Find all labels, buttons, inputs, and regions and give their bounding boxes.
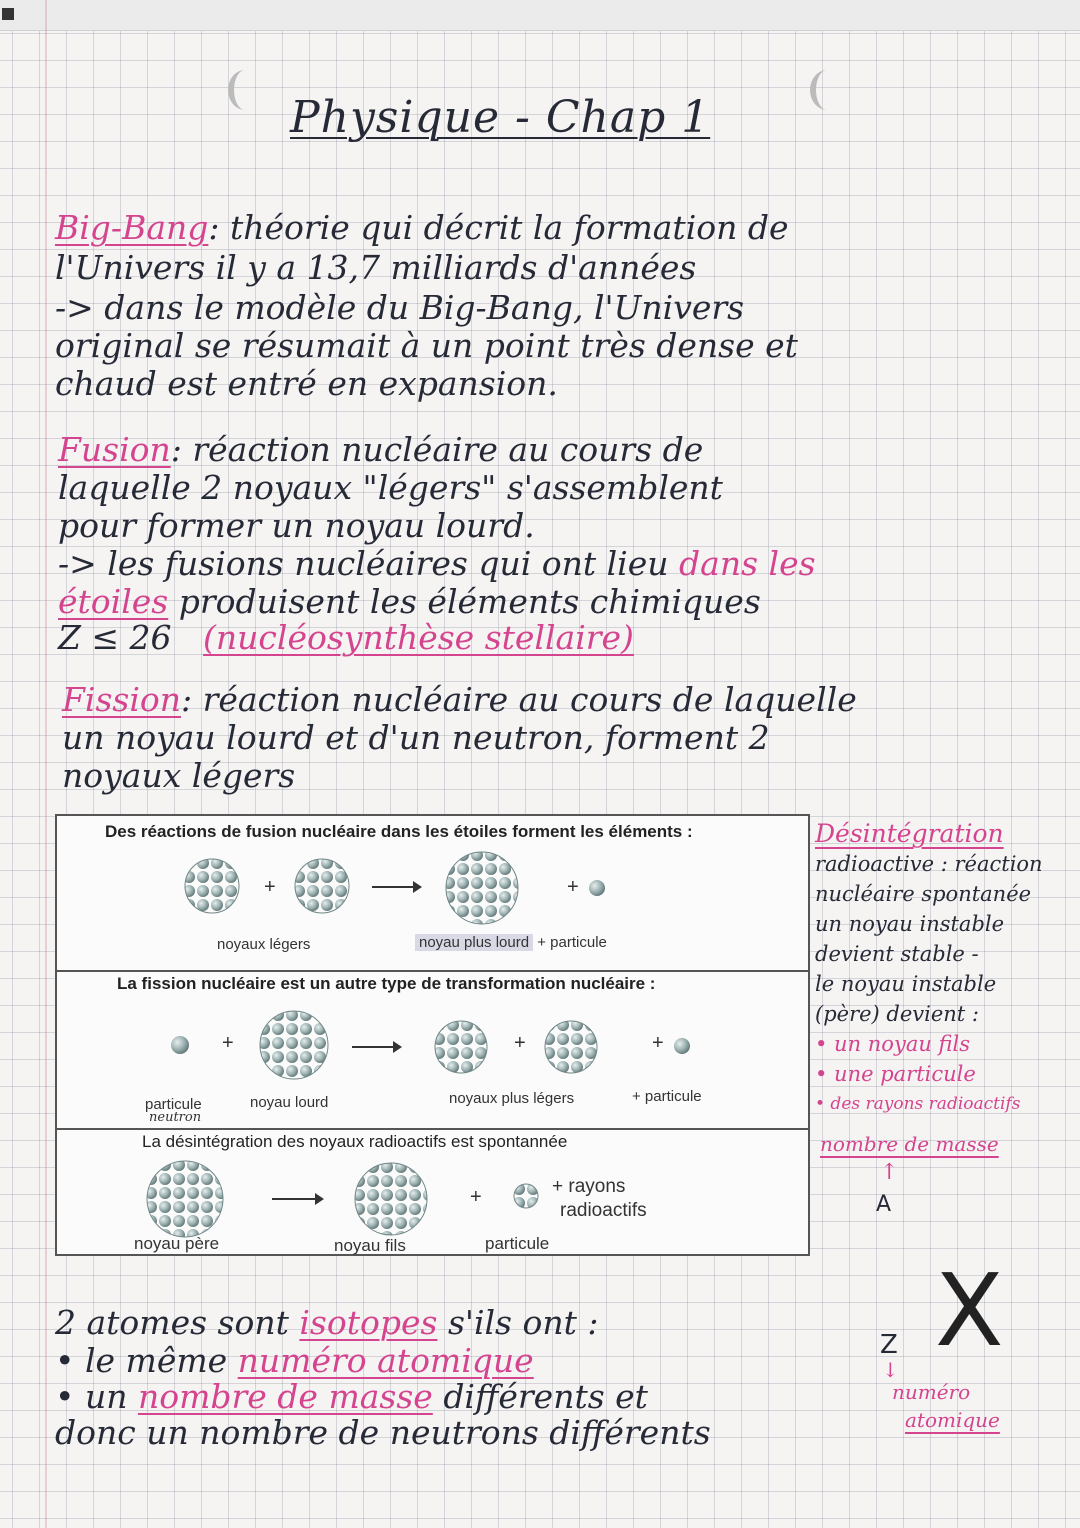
reaction-arrow-icon (272, 1198, 322, 1200)
fusion-line-2: laquelle 2 noyaux "légers" s'assemblent (58, 468, 723, 507)
fission-figure: La fission nucléaire est un autre type de transformation nucléaire : + + + particule neutron noyau lourd noyaux plus légers + particule (57, 970, 808, 1130)
binder-hole-right (810, 70, 844, 110)
isotopes-line-2: • le même numéro atomique (55, 1341, 534, 1380)
margin-line (45, 0, 47, 1528)
fusion-line-1: Fusion: réaction nucléaire au cours de (58, 430, 704, 469)
handwritten-neutron: neutron (149, 1110, 202, 1125)
reaction-arrow-icon (352, 1046, 400, 1048)
light-nucleus-icon (182, 856, 242, 916)
big-bang-line-1: Big-Bang: théorie qui décrit la formation de (55, 208, 789, 247)
fusion-line-5: étoiles produisent les éléments chimiques (58, 582, 761, 621)
fission-line-1: Fission: réaction nucléaire au cours de laquelle (62, 680, 857, 719)
father-nucleus-icon (144, 1158, 226, 1240)
side-note-term: Désintégration (815, 819, 1004, 848)
reaction-arrow-icon (372, 886, 420, 888)
side-note-line: • un noyau fils (815, 1032, 971, 1056)
fusion-line-4: -> les fusions nucléaires qui ont lieu dans les (58, 544, 816, 583)
big-bang-term: Big-Bang (55, 208, 209, 247)
side-note-line: devient stable - (815, 942, 979, 966)
light-nucleus-icon (542, 1018, 600, 1076)
son-nucleus-icon (352, 1160, 430, 1238)
atomic-number-symbol: Z (880, 1330, 898, 1360)
fusion-line-3: pour former un noyau lourd. (58, 506, 535, 545)
printed-figure (55, 814, 810, 1256)
side-note-line: radioactive : réaction (815, 852, 1043, 876)
fusion-figure: Des réactions de fusion nucléaire dans les étoiles forment les éléments : + + noyaux légers noyau plus lourd + particule (57, 816, 808, 972)
fission-line-3: noyaux légers (62, 756, 296, 795)
particle-icon (512, 1182, 540, 1210)
side-note-line: nucléaire spontanée (815, 882, 1032, 906)
decay-figure: La désintégration des noyaux radioactifs est spontannée + + rayons radioactifs noyau père noyau fils particule (134, 1132, 647, 1255)
side-note-line: (père) devient : (815, 1002, 979, 1026)
big-bang-line-4: original se résumait à un point très dense et (55, 326, 798, 365)
isotopes-line-4: donc un nombre de neutrons différents (55, 1413, 711, 1452)
corner-square (2, 8, 14, 20)
neutron-icon (169, 1034, 191, 1056)
light-nucleus-icon (292, 856, 352, 916)
fusion-figure-title: Des réactions de fusion nucléaire dans les étoiles forment les éléments : (105, 822, 693, 841)
decay-figure-title: La désintégration des noyaux radioactifs est spontannée (142, 1132, 568, 1151)
fission-line-2: un noyau lourd et d'un neutron, forment 2 (62, 718, 770, 757)
fission-figure-title: La fission nucléaire est un autre type de transformation nucléaire : (117, 974, 656, 993)
top-bar (0, 0, 1080, 31)
mass-number-label: nombre de masse (820, 1132, 999, 1156)
fusion-term: Fusion (58, 430, 171, 469)
side-note-line: un noyau instable (815, 912, 1005, 936)
big-bang-line-3: -> dans le modèle du Big-Bang, l'Univers (55, 288, 745, 327)
fusion-line-6: Z ≤ 26 (nucléosynthèse stellaire) (58, 618, 634, 657)
fission-term: Fission (62, 680, 181, 719)
page-title: Physique - Chap 1 (290, 92, 711, 143)
element-symbol: X (935, 1252, 1004, 1369)
side-note-line: • des rayons radioactifs (815, 1094, 1021, 1114)
atomic-number-label-1: numéro (892, 1380, 971, 1404)
side-note-line: le noyau instable (815, 972, 997, 996)
light-nucleus-icon (432, 1018, 490, 1076)
arrow-up-icon: ↑ (880, 1160, 899, 1185)
atomic-number-label-2: atomique (905, 1408, 1000, 1432)
heavy-nucleus-icon (257, 1008, 331, 1082)
particle-icon (672, 1036, 692, 1056)
binder-hole-left (228, 70, 262, 110)
side-note-line: • une particule (815, 1062, 976, 1086)
heavy-nucleus-icon (442, 848, 522, 928)
particle-icon (587, 878, 607, 898)
arrow-down-icon: ↓ (882, 1358, 899, 1382)
big-bang-line-5: chaud est entré en expansion. (55, 364, 558, 403)
mass-number-symbol: A (876, 1192, 892, 1217)
big-bang-line-2: l'Univers il y a 13,7 milliards d'années (55, 248, 697, 287)
isotopes-line-1: 2 atomes sont isotopes s'ils ont : (55, 1303, 599, 1342)
isotopes-line-3: • un nombre de masse différents et (55, 1377, 648, 1416)
